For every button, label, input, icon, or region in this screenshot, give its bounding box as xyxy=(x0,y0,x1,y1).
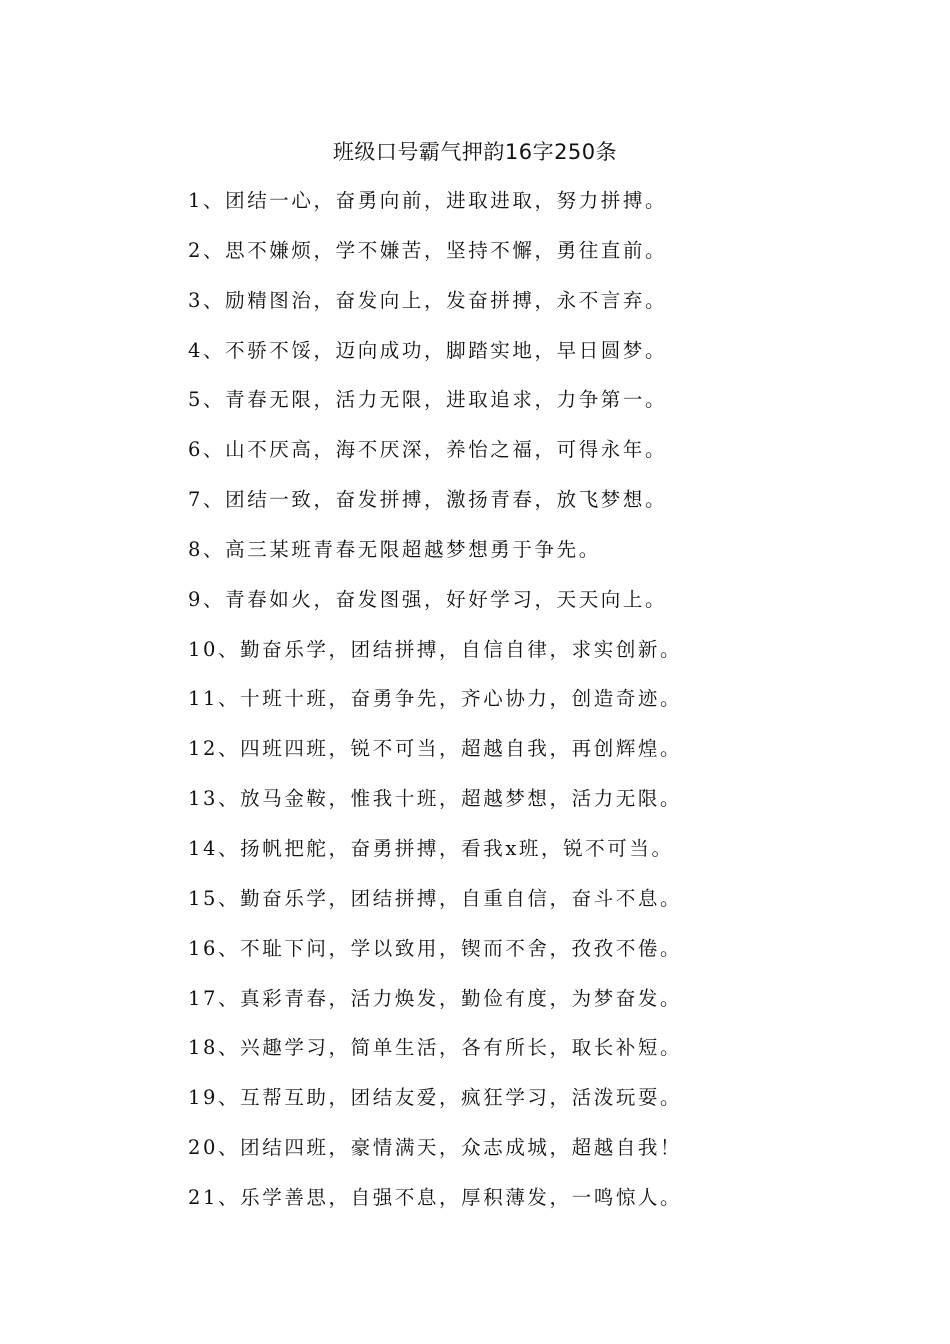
slogan-item: 20、团结四班，豪情满天，众志成城，超越自我！ xyxy=(188,1136,683,1160)
slogan-item: 7、团结一致，奋发拼搏，激扬青春，放飞梦想。 xyxy=(188,488,668,512)
slogan-item: 16、不耻下问，学以致用，锲而不舍，孜孜不倦。 xyxy=(188,936,683,960)
slogan-item: 15、勤奋乐学，团结拼搏，自重自信，奋斗不息。 xyxy=(188,886,683,910)
slogan-item: 12、四班四班，锐不可当，超越自我，再创辉煌。 xyxy=(188,737,683,761)
slogan-list xyxy=(188,181,682,1228)
slogan-item: 6、山不厌高，海不厌深，养怡之福，可得永年。 xyxy=(188,438,668,462)
slogan-item: 8、高三某班青春无限超越梦想勇于争先。 xyxy=(188,537,601,561)
slogan-item: 17、真彩青春，活力焕发，勤俭有度，为梦奋发。 xyxy=(188,986,683,1010)
slogan-item: 14、扬帆把舵，奋勇拼搏，看我x班，锐不可当。 xyxy=(188,836,674,860)
slogan-item: 4、不骄不馁，迈向成功，脚踏实地，早日圆梦。 xyxy=(188,338,668,362)
document-title: 班级口号霸气押韵16字250条 xyxy=(332,140,618,164)
slogan-item: 18、兴趣学习，简单生活，各有所长，取长补短。 xyxy=(188,1036,683,1060)
slogan-item: 5、青春无限，活力无限，进取追求，力争第一。 xyxy=(188,388,668,412)
slogan-item: 13、放马金鞍，惟我十班，超越梦想，活力无限。 xyxy=(188,787,683,811)
slogan-item: 21、乐学善思，自强不息，厚积薄发，一鸣惊人。 xyxy=(188,1185,683,1209)
slogan-item: 10、勤奋乐学，团结拼搏，自信自律，求实创新。 xyxy=(188,637,683,661)
slogan-item: 9、青春如火，奋发图强，好好学习，天天向上。 xyxy=(188,587,668,611)
slogan-item: 1、团结一心，奋勇向前，进取进取，努力拼搏。 xyxy=(188,189,668,212)
slogan-item: 3、励精图治，奋发向上，发奋拼搏，永不言弃。 xyxy=(188,288,668,312)
slogan-item: 11、十班十班，奋勇争先，齐心协力，创造奇迹。 xyxy=(188,687,683,711)
slogan-item: 2、思不嫌烦，学不嫌苦，坚持不懈，勇往直前。 xyxy=(188,238,668,262)
slogan-item: 19、互帮互助，团结友爱，疯狂学习，活泼玩耍。 xyxy=(188,1086,683,1110)
